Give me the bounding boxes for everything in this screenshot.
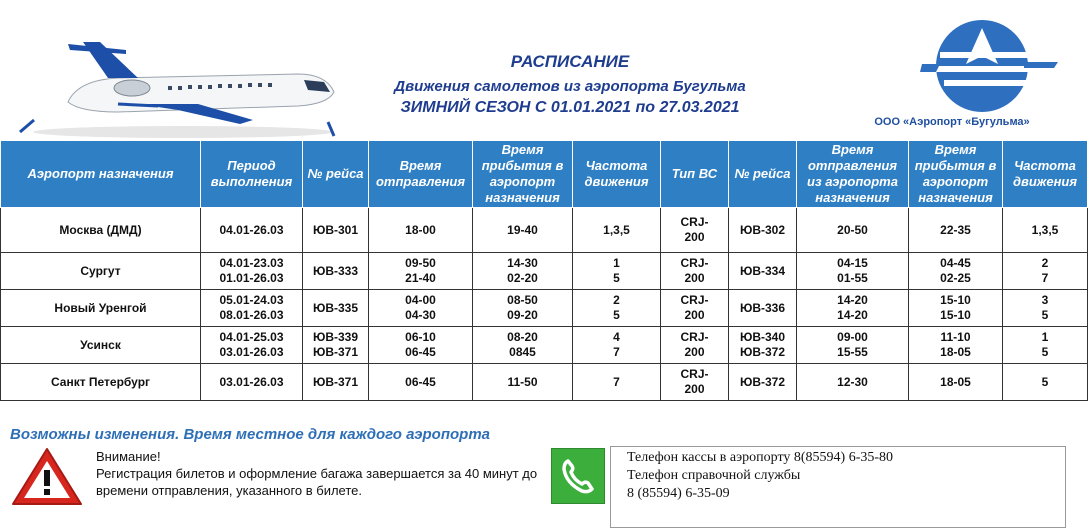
cell-frequency: 4 7 bbox=[573, 327, 661, 364]
schedule-table bbox=[0, 140, 1088, 401]
cell-return-arrival-time: 22-35 bbox=[909, 208, 1003, 253]
company-name: ООО «Аэропорт «Бугульма» bbox=[874, 116, 1030, 128]
changes-notice-heading: Возможны изменения. Время местное для каждого аэропорта bbox=[10, 426, 490, 443]
warning-triangle-icon bbox=[10, 446, 84, 508]
col-header-return-departure-time: Время отправления из аэропорта назначения bbox=[797, 141, 909, 208]
cell-return-flight-number: ЮВ-340 ЮВ-372 bbox=[729, 327, 797, 364]
col-header-departure-time: Время отправления bbox=[369, 141, 473, 208]
col-header-arrival-time: Время прибытия в аэропорт назначения bbox=[473, 141, 573, 208]
cell-return-departure-time: 09-00 15-55 bbox=[797, 327, 909, 364]
cell-frequency: 7 bbox=[573, 364, 661, 401]
cell-return-frequency: 1 5 bbox=[1003, 327, 1088, 364]
cell-period: 04.01-25.03 03.01-26.03 bbox=[201, 327, 303, 364]
cell-return-flight-number: ЮВ-302 bbox=[729, 208, 797, 253]
phone-icon bbox=[551, 448, 605, 504]
contacts-box bbox=[610, 446, 1066, 528]
cell-destination: Москва (ДМД) bbox=[1, 208, 201, 253]
cell-return-arrival-time: 11-10 18-05 bbox=[909, 327, 1003, 364]
col-header-return-flight-number: № рейса bbox=[729, 141, 797, 208]
cell-departure-time: 04-00 04-30 bbox=[369, 290, 473, 327]
col-header-destination: Аэропорт назначения bbox=[1, 141, 201, 208]
cell-aircraft-type: CRJ- 200 bbox=[661, 327, 729, 364]
cell-destination: Санкт Петербург bbox=[1, 364, 201, 401]
cell-arrival-time: 19-40 bbox=[473, 208, 573, 253]
cell-arrival-time: 11-50 bbox=[473, 364, 573, 401]
cell-period: 04.01-23.03 01.01-26.03 bbox=[201, 253, 303, 290]
cell-destination: Усинск bbox=[1, 327, 201, 364]
cell-return-departure-time: 14-20 14-20 bbox=[797, 290, 909, 327]
cell-return-flight-number: ЮВ-372 bbox=[729, 364, 797, 401]
col-header-return-arrival-time: Время прибытия в аэропорт назначения bbox=[909, 141, 1003, 208]
col-header-frequency: Частота движения bbox=[573, 141, 661, 208]
cell-arrival-time: 08-50 09-20 bbox=[473, 290, 573, 327]
warning-title: Внимание! bbox=[96, 449, 161, 464]
season-title: ЗИМНИЙ СЕЗОН С 01.01.2021 по 27.03.2021 bbox=[400, 99, 740, 116]
cell-aircraft-type: CRJ- 200 bbox=[661, 290, 729, 327]
cell-period: 03.01-26.03 bbox=[201, 364, 303, 401]
cell-departure-time: 18-00 bbox=[369, 208, 473, 253]
cell-period: 04.01-26.03 bbox=[201, 208, 303, 253]
cell-departure-time: 09-50 21-40 bbox=[369, 253, 473, 290]
cell-departure-time: 06-45 bbox=[369, 364, 473, 401]
cell-flight-number: ЮВ-335 bbox=[303, 290, 369, 327]
cell-return-frequency: 3 5 bbox=[1003, 290, 1088, 327]
cell-return-flight-number: ЮВ-334 bbox=[729, 253, 797, 290]
cell-return-departure-time: 12-30 bbox=[797, 364, 909, 401]
col-header-period: Период выполнения bbox=[201, 141, 303, 208]
table-row bbox=[1, 327, 1088, 364]
cell-return-frequency: 1,3,5 bbox=[1003, 208, 1088, 253]
col-header-aircraft-type: Тип ВС bbox=[661, 141, 729, 208]
schedule-title: РАСПИСАНИЕ bbox=[510, 52, 630, 71]
cell-return-frequency: 5 bbox=[1003, 364, 1088, 401]
cell-return-departure-time: 20-50 bbox=[797, 208, 909, 253]
schedule-title-block bbox=[340, 52, 800, 118]
col-header-flight-number: № рейса bbox=[303, 141, 369, 208]
table-row bbox=[1, 253, 1088, 290]
cell-flight-number: ЮВ-301 bbox=[303, 208, 369, 253]
table-row bbox=[1, 290, 1088, 327]
cell-frequency: 1 5 bbox=[573, 253, 661, 290]
cell-destination: Новый Уренгой bbox=[1, 290, 201, 327]
info-service-phone: 8 (85594) 6-35-09 bbox=[627, 486, 730, 501]
table-row bbox=[1, 208, 1088, 253]
cell-flight-number: ЮВ-339 ЮВ-371 bbox=[303, 327, 369, 364]
cell-flight-number: ЮВ-333 bbox=[303, 253, 369, 290]
col-header-return-frequency: Частота движения bbox=[1003, 141, 1088, 208]
warning-body: Регистрация билетов и оформление багажа завершается за 40 минут до времени отправления, указанного в билете. bbox=[96, 466, 538, 498]
cell-arrival-time: 08-20 0845 bbox=[473, 327, 573, 364]
cell-return-frequency: 2 7 bbox=[1003, 253, 1088, 290]
cell-return-arrival-time: 04-45 02-25 bbox=[909, 253, 1003, 290]
cell-return-flight-number: ЮВ-336 bbox=[729, 290, 797, 327]
info-service-label: Телефон справочной службы bbox=[627, 468, 801, 483]
cell-aircraft-type: CRJ- 200 bbox=[661, 364, 729, 401]
schedule-subtitle: Движения самолетов из аэропорта Бугульма bbox=[394, 78, 746, 95]
cell-return-departure-time: 04-15 01-55 bbox=[797, 253, 909, 290]
cell-aircraft-type: CRJ- 200 bbox=[661, 208, 729, 253]
table-row bbox=[1, 364, 1088, 401]
cell-departure-time: 06-10 06-45 bbox=[369, 327, 473, 364]
warning-message bbox=[96, 448, 546, 499]
cell-frequency: 1,3,5 bbox=[573, 208, 661, 253]
ticket-office-phone: Телефон кассы в аэропорту 8(85594) 6-35-80 bbox=[627, 450, 894, 465]
cell-period: 05.01-24.03 08.01-26.03 bbox=[201, 290, 303, 327]
cell-aircraft-type: CRJ- 200 bbox=[661, 253, 729, 290]
cell-frequency: 2 5 bbox=[573, 290, 661, 327]
cell-return-arrival-time: 18-05 bbox=[909, 364, 1003, 401]
airplane-illustration bbox=[8, 40, 338, 140]
cell-flight-number: ЮВ-371 bbox=[303, 364, 369, 401]
table-header-row bbox=[1, 141, 1088, 208]
cell-destination: Сургут bbox=[1, 253, 201, 290]
airport-logo bbox=[920, 16, 1060, 116]
cell-return-arrival-time: 15-10 15-10 bbox=[909, 290, 1003, 327]
cell-arrival-time: 14-30 02-20 bbox=[473, 253, 573, 290]
